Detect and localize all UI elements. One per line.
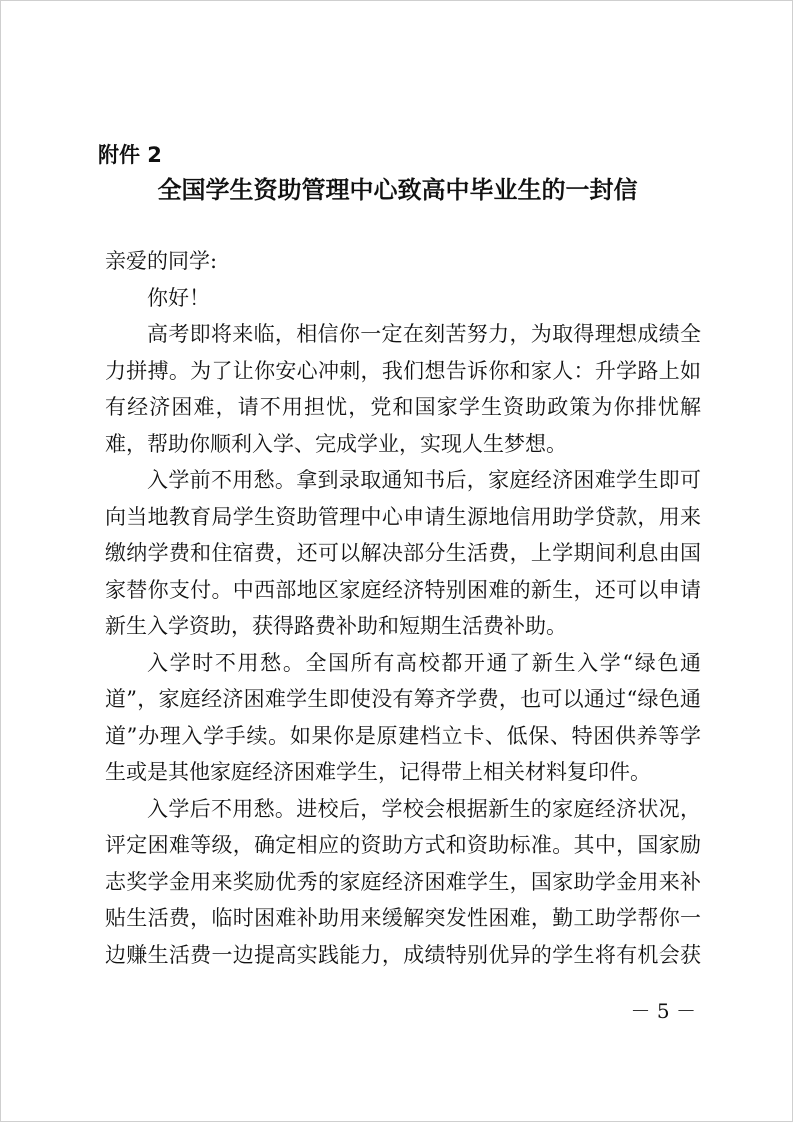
page-number: － 5 －	[630, 999, 696, 1023]
paragraph-intro: 高考即将来临，相信你一定在刻苦努力，为取得理想成绩全力拼搏。为了让你安心冲刺，我们想告诉你和家人：升学路上如有经济困难，请不用担忧，党和国家学生资助政策为你排忧解难，帮助你顺利入学、完成学业，实现人生梦想。	[105, 322, 701, 456]
letter-body	[105, 243, 701, 973]
paragraph-before-enrollment: 入学前不用愁。拿到录取通知书后，家庭经济困难学生即可向当地教育局学生资助管理中心申请生源地信用助学贷款，用来缴纳学费和住宿费，还可以解决部分生活费，上学期间利息由国家替你支付。中西部地区家庭经济特别困难的新生，还可以申请新生入学资助，获得路费补助和短期生活费补助。	[105, 468, 701, 638]
attachment-label: 附件 2	[98, 143, 162, 167]
paragraph-greeting: 你好！	[147, 285, 210, 310]
salutation: 亲爱的同学:	[105, 249, 218, 273]
paragraph-during-enrollment: 入学时不用愁。全国所有高校都开通了新生入学“绿色通道”，家庭经济困难学生即使没有筹齐学费，也可以通过“绿色通道”办理入学手续。如果你是原建档立卡、低保、特困供养等学生或是其他家庭经济困难学生，记得带上相关材料复印件。	[105, 650, 701, 784]
letter-title: 全国学生资助管理中心致高中毕业生的一封信	[157, 176, 638, 204]
paragraph-after-enrollment: 入学后不用愁。进校后，学校会根据新生的家庭经济状况，评定困难等级，确定相应的资助方式和资助标准。其中，国家励志奖学金用来奖励优秀的家庭经济困难学生，国家助学金用来补贴生活费，临时困难补助用来缓解突发性困难，勤工助学帮你一边赚生活费一边提高实践能力，成绩特别优异的学生将有机会获	[105, 796, 701, 967]
